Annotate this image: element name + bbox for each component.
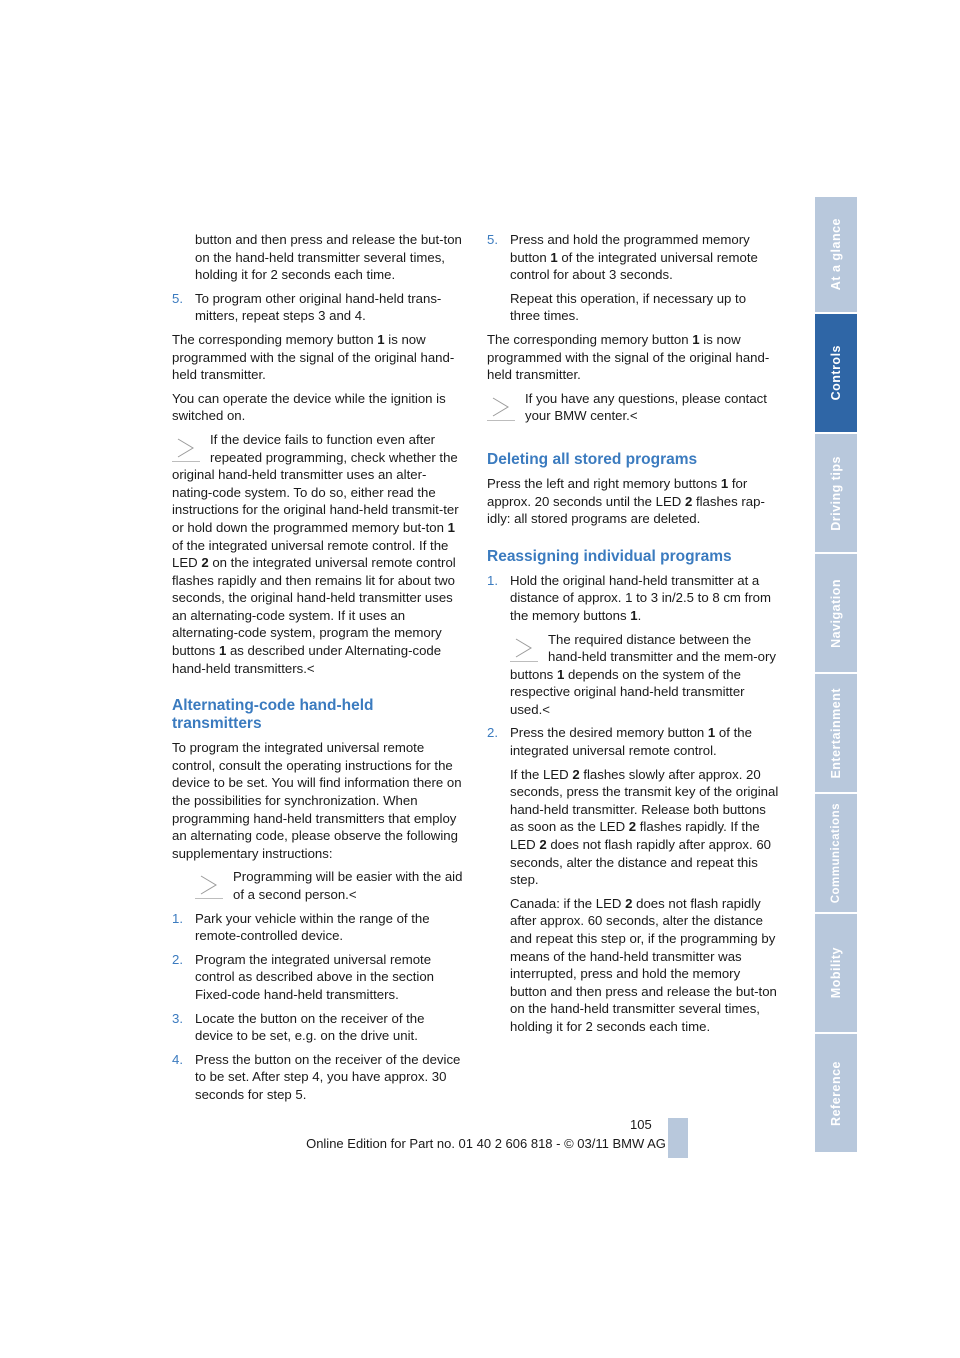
page-number: 105	[630, 1117, 652, 1132]
tab-controls[interactable]: Controls	[815, 314, 857, 432]
step-3: 3. Locate the button on the receiver of the device to be set, e.g. on the drive unit.	[172, 1010, 425, 1044]
right-column	[487, 231, 779, 1042]
step-4: 4. Press the button on the receiver of the device to be set. After step 4, you have approx. 30 seconds for step 5.	[172, 1051, 461, 1102]
note-arrow-icon	[195, 872, 223, 899]
step-5	[172, 290, 464, 325]
note-arrow-icon	[172, 435, 200, 462]
step-detail: If the LED 2 flashes slowly after approx. 20 seconds, press the transmit key of the original hand-held transmitter. Release both buttons as soon as the LED 2 flashes rapidly. If the LED 2 does not flash rapidly after approx. 60 seconds, alter the distance and repeat this step.	[510, 766, 779, 888]
section-heading: Deleting all stored programs	[487, 450, 698, 468]
tab-at-a-glance[interactable]: At a glance	[815, 197, 857, 312]
chapter-tabs	[815, 197, 857, 1154]
step-5: 5. Press and hold the programmed memory button 1 of the integrated universal remote control for about 3 seconds.	[487, 232, 758, 283]
paragraph: Press the left and right memory buttons 1 for approx. 20 seconds until the LED 2 flashes rap-idly: all stored programs are deleted.	[487, 475, 765, 527]
step-1: 1. Hold the original hand-held transmitter at a distance of approx. 1 to 3 in/2.5 to 8 cm from the memory buttons 1.	[487, 572, 771, 623]
step-2: 2. Program the integrated universal remote control as described above in the section Fixed-code hand-held transmitters.	[172, 951, 434, 1002]
note-block: If the device fails to function even after repeated programming, check whether the original hand-held transmitter uses an alter-nating-code system. To do so, either read the instructions for the original hand-held transmit-ter or hold down the programmed memory but-ton 1 of the integrated universal remote control. If the LED 2 on the integrated universal remote control flashes rapidly and then remains lit for about two seconds, the original hand-held transmitter uses an alternating-code system. If it uses an alternating-code system, program the memory buttons 1 as described under Alternating-code hand-held transmitters.<	[172, 431, 459, 676]
note-block: Programming will be easier with the aid of a second person.<	[195, 868, 464, 903]
tab-entertainment[interactable]: Entertainment	[815, 674, 857, 792]
note-block: The required distance between the hand-held transmitter and the mem-ory buttons 1 depends on the system of the respective original hand-held transmitter used.<	[510, 631, 776, 717]
step-1: 1. Park your vehicle within the range of the remote-controlled device.	[172, 910, 430, 944]
paragraph: The corresponding memory button 1 is now programmed with the signal of the original hand-held transmitter.	[487, 331, 770, 383]
step-text: To program other original hand-held trans-mitters, repeat steps 3 and 4.	[195, 290, 442, 324]
tab-mobility[interactable]: Mobility	[815, 914, 857, 1032]
left-column	[172, 231, 464, 1110]
continued-text: button and then press and release the but-ton on the hand-held transmitter several times, holding it for 2 seconds each time.	[195, 232, 462, 283]
tab-navigation[interactable]: Navigation	[815, 554, 857, 672]
section-heading: Reassigning individual programs	[487, 547, 732, 565]
paragraph: To program the integrated universal remote control, consult the operating instructions for the device to be set. You will find information there on the possibilities for synchronization. When programming hand-held transmitters that employ an alternating code, please observe the following supplementary instructions:	[172, 740, 462, 861]
note-block: If you have any questions, please contact your BMW center.<	[487, 390, 779, 425]
section-heading: Alternating-code hand-held transmitters	[172, 697, 374, 733]
note-arrow-icon	[487, 394, 515, 421]
step-2: 2. Press the desired memory button 1 of the integrated universal remote control.	[487, 725, 752, 759]
tab-driving-tips[interactable]: Driving tips	[815, 434, 857, 552]
tab-reference[interactable]: Reference	[815, 1034, 857, 1152]
step-number: 5.	[172, 290, 183, 306]
paragraph: The corresponding memory button 1 is now programmed with the signal of the original hand-held transmitter.	[172, 331, 455, 383]
paragraph: You can operate the device while the ignition is switched on.	[172, 390, 446, 424]
tab-communications[interactable]: Communications	[815, 794, 857, 912]
note-arrow-icon	[510, 635, 538, 662]
footer-text: Online Edition for Part no. 01 40 2 606 818 - © 03/11 BMW AG	[306, 1136, 666, 1151]
step-detail: Canada: if the LED 2 does not flash rapidly after approx. 60 seconds, alter the distance and repeat this step or, if the programming by means of the hand-held transmitter was interrupted, press and hold the memory button and then press and release the but-ton on the hand-held transmitter several times, holding it for 2 seconds each time.	[510, 895, 777, 1034]
step-detail: Repeat this operation, if necessary up to three times.	[510, 290, 747, 324]
